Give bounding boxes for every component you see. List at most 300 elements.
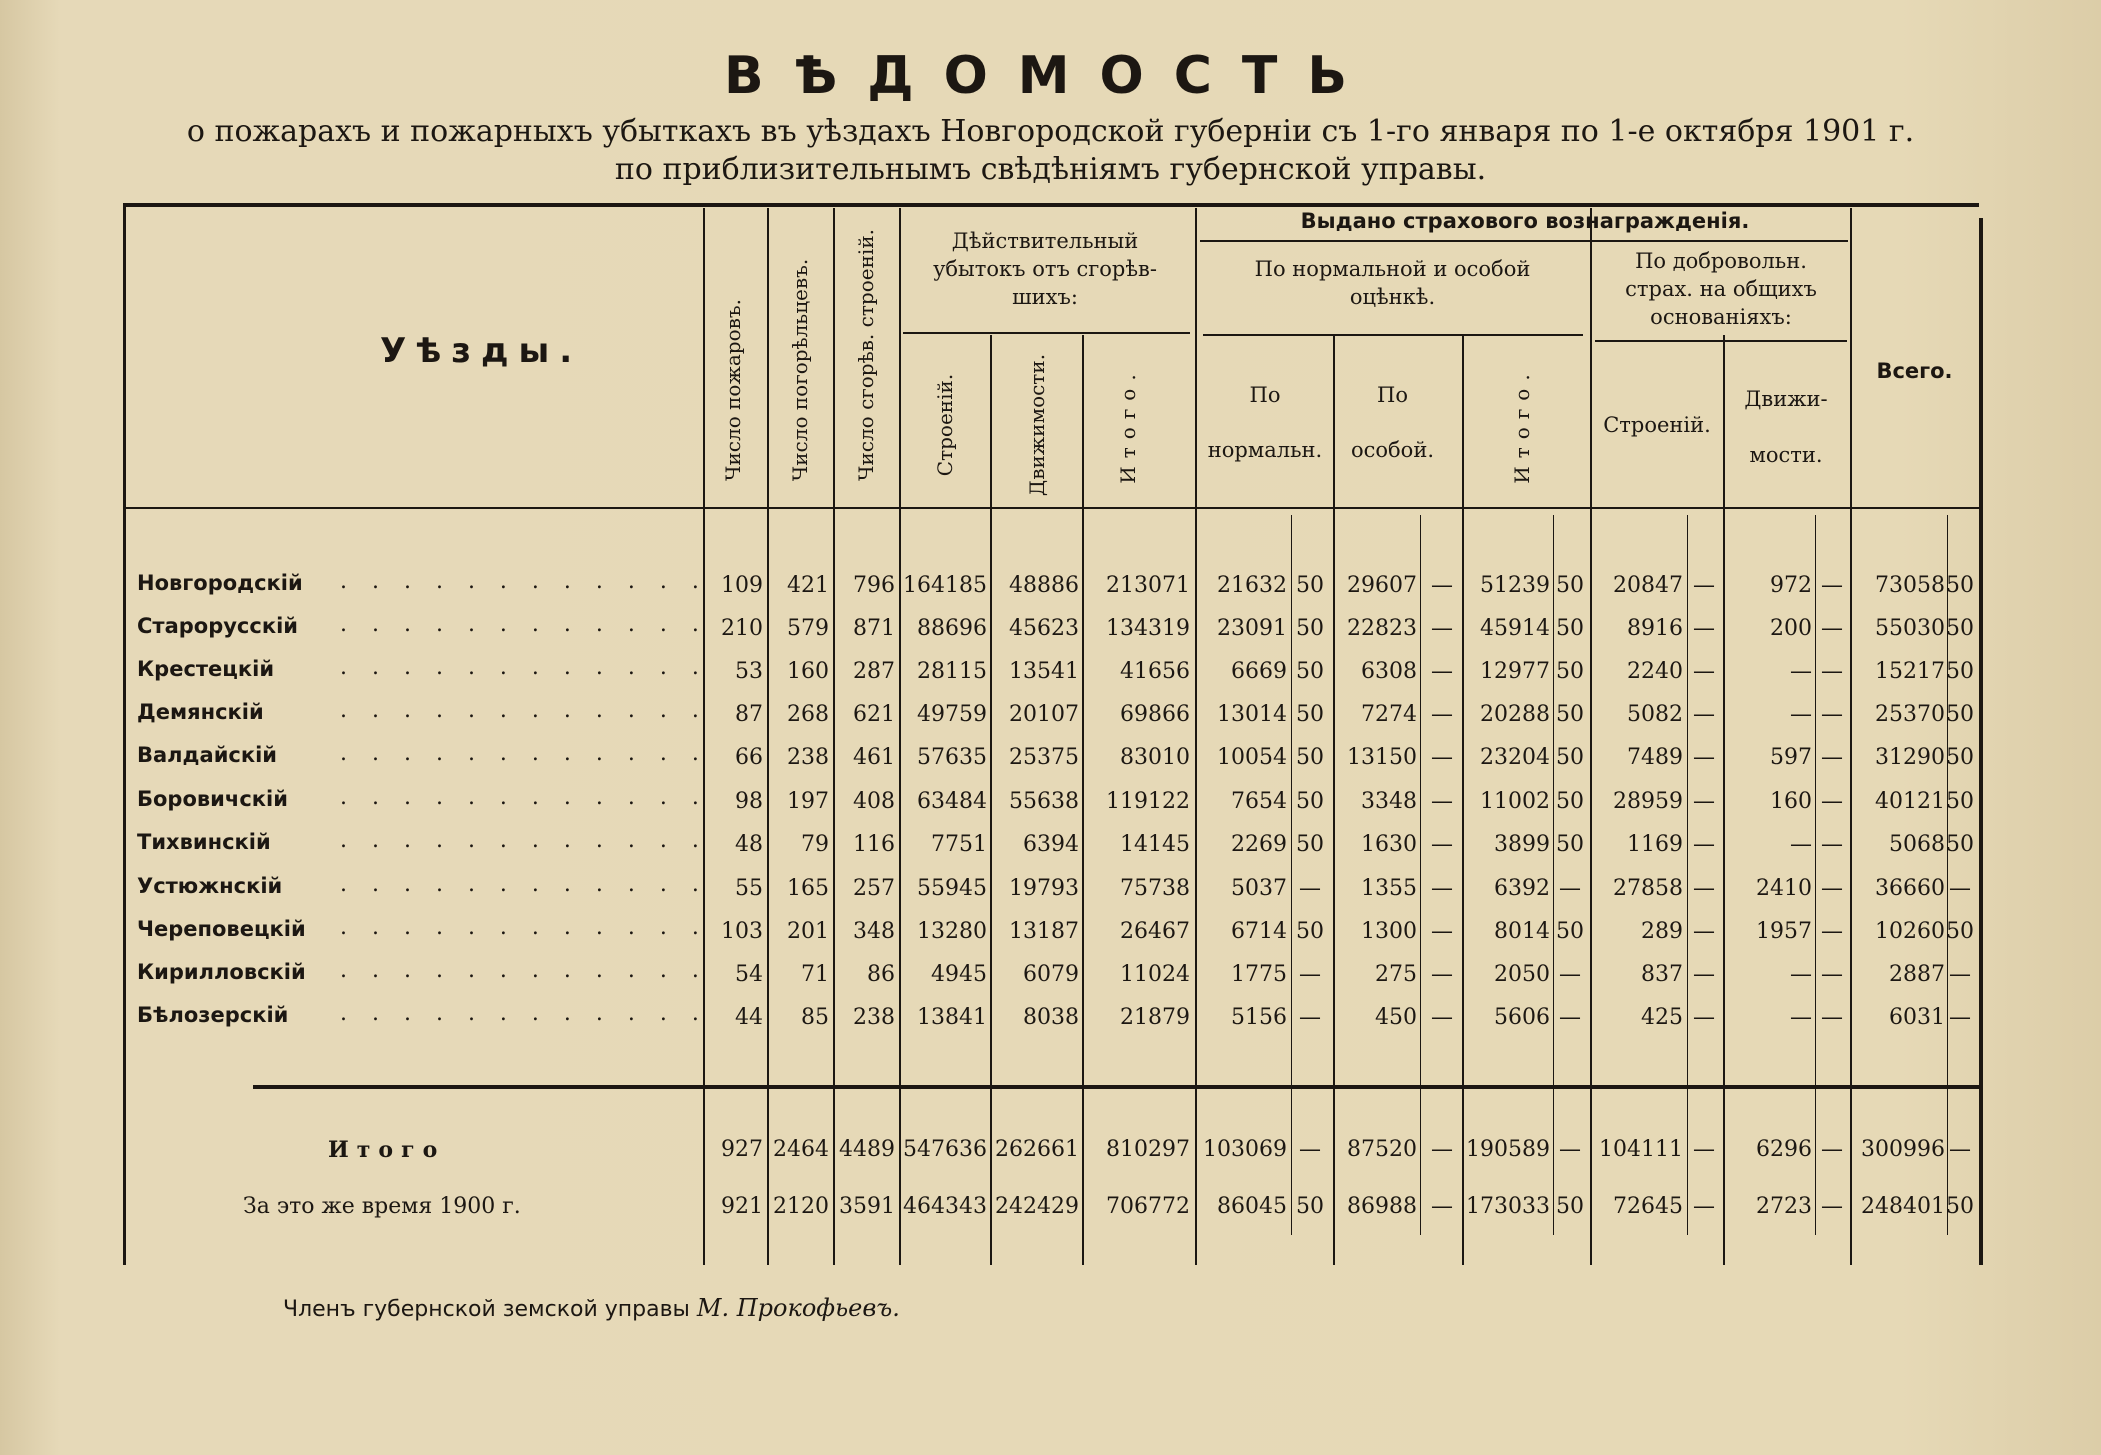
district-row-cell: 6392 [1494, 876, 1550, 901]
district-row-cell: 22823 [1347, 616, 1417, 641]
district-row-cell: — [1821, 745, 1843, 770]
district-row-cell: — [1431, 702, 1453, 727]
district-row-cell: 134319 [1106, 616, 1190, 641]
header-loss-line-1: Дѣйствительный [951, 229, 1139, 253]
district-row-cell: 50 [1296, 573, 1324, 598]
district-row-cell: 50 [1946, 573, 1974, 598]
district-row-cell: 119122 [1106, 789, 1190, 814]
district-row-cell: 14145 [1120, 832, 1190, 857]
vline-main-4 [1195, 208, 1197, 1265]
district-row-cell: — [1693, 659, 1715, 684]
district-row-cell: — [1431, 1005, 1453, 1030]
leader-dots: . . . . . . . . . . . . [340, 569, 708, 594]
comparison-row-cell: 173033 [1466, 1194, 1550, 1219]
district-row-cell: 15217 [1875, 659, 1945, 684]
total-row-cell: — [1299, 1137, 1321, 1162]
district-row-cell: 200 [1770, 616, 1812, 641]
comparison-row-cell: 2723 [1756, 1194, 1812, 1219]
district-row-cell: 5068 [1889, 832, 1945, 857]
header-vol-group-1: По добровольн. [1635, 249, 1807, 273]
total-row-cell: — [1821, 1137, 1843, 1162]
district-row-cell: 1300 [1361, 919, 1417, 944]
district-row-cell: — [1431, 962, 1453, 987]
total-row-cell: 262661 [995, 1137, 1079, 1162]
district-row-cell: 6714 [1231, 919, 1287, 944]
comparison-row-cell: 86988 [1347, 1194, 1417, 1219]
total-row-cell: 4489 [839, 1137, 895, 1162]
district-row-cell: 597 [1770, 745, 1812, 770]
district-row-cell: 5156 [1231, 1005, 1287, 1030]
district-row-cell: — [1821, 659, 1843, 684]
district-row-cell: 50 [1556, 616, 1584, 641]
header-bottom-rule [123, 507, 1979, 509]
district-row-cell: 425 [1641, 1005, 1683, 1030]
district-row-cell: — [1790, 832, 1812, 857]
district-row-cell: 1630 [1361, 832, 1417, 857]
header-norm-col-1: По [1249, 383, 1281, 407]
total-row-cell: — [1949, 1137, 1971, 1162]
district-row-cell: 50 [1556, 789, 1584, 814]
district-row-cell: 621 [853, 702, 895, 727]
header-norm-col-2: нормальн. [1207, 438, 1323, 462]
header-special-col-2: особой. [1350, 438, 1434, 462]
district-row-cell: — [1693, 832, 1715, 857]
district-row-cell: 5037 [1231, 876, 1287, 901]
vline-main-5 [1590, 208, 1592, 1265]
district-row-cell: 408 [853, 789, 895, 814]
district-row-cell: 28959 [1613, 789, 1683, 814]
district-row-cell: 10054 [1217, 745, 1287, 770]
district-row-cell: 23091 [1217, 616, 1287, 641]
district-row-cell: — [1431, 616, 1453, 641]
district-row-cell: 75738 [1120, 876, 1190, 901]
district-row-cell: 20847 [1613, 573, 1683, 598]
district-row-cell: 11002 [1480, 789, 1550, 814]
district-row-cell: — [1693, 745, 1715, 770]
loss-group-rule [903, 332, 1190, 334]
header-loss-movables: Движимости. [1025, 353, 1049, 497]
district-row-cell: 421 [787, 573, 829, 598]
district-row-cell: — [1693, 962, 1715, 987]
header-vol-group-3: основаніяхъ: [1650, 305, 1792, 329]
district-row-cell: 1775 [1231, 962, 1287, 987]
district-row-cell: 165 [787, 876, 829, 901]
district-row-cell: 116 [853, 832, 895, 857]
district-row-cell: 31290 [1875, 745, 1945, 770]
district-row-cell: 8916 [1627, 616, 1683, 641]
district-row-cell: 11024 [1120, 962, 1190, 987]
district-row-cell: 55 [735, 876, 763, 901]
district-row-cell: — [1821, 573, 1843, 598]
district-row-cell: 71 [801, 962, 829, 987]
district-row-cell: 25375 [1009, 745, 1079, 770]
header-norm-total: Итого. [1510, 366, 1534, 484]
district-row-cell: 86 [867, 962, 895, 987]
signature-name: М. Прокофьевъ. [696, 1294, 900, 1322]
leader-dots: . . . . . . . . . . . . [340, 612, 708, 637]
leader-dots: . . . . . . . . . . . . [340, 1001, 708, 1026]
district-row-cell: 7274 [1361, 702, 1417, 727]
totals-top-rule [253, 1085, 1979, 1089]
district-row-cell: 87 [735, 702, 763, 727]
district-row-cell: — [1431, 745, 1453, 770]
district-row-cell: — [1431, 832, 1453, 857]
district-row-cell: 50 [1296, 659, 1324, 684]
district-row-cell: 49759 [917, 702, 987, 727]
district-row-cell: 50 [1556, 702, 1584, 727]
district-name: Демянскій [137, 700, 264, 724]
header-paid-group: Выдано страхового вознагражденія. [1300, 209, 1750, 233]
district-row-cell: 2887 [1889, 962, 1945, 987]
district-row-cell: 287 [853, 659, 895, 684]
header-special-col-1: По [1377, 383, 1408, 407]
district-row-cell: 201 [787, 919, 829, 944]
district-row-cell: — [1299, 1005, 1321, 1030]
header-vol-movables-2: мости. [1749, 443, 1823, 467]
district-row-cell: — [1431, 919, 1453, 944]
header-loss-line-3: шихъ: [1012, 285, 1078, 309]
district-row-cell: 45623 [1009, 616, 1079, 641]
district-row-cell: 7489 [1627, 745, 1683, 770]
header-loss-total: Итого. [1116, 366, 1140, 484]
total-label: Итого [328, 1137, 446, 1163]
header-norm-group-1: По нормальной и особой [1254, 257, 1531, 281]
district-row-cell: 837 [1641, 962, 1683, 987]
district-row-cell: 50 [1556, 745, 1584, 770]
district-row-cell: 7751 [931, 832, 987, 857]
table-right-rule [1979, 218, 1983, 1265]
district-row-cell: — [1559, 962, 1581, 987]
district-row-cell: 450 [1375, 1005, 1417, 1030]
district-row-cell: 48 [735, 832, 763, 857]
district-row-cell: 2269 [1231, 832, 1287, 857]
comparison-row-cell: 50 [1946, 1194, 1974, 1219]
district-row-cell: 50 [1946, 745, 1974, 770]
total-row-cell: 927 [721, 1137, 763, 1162]
total-row-cell: 190589 [1466, 1137, 1550, 1162]
district-row-cell: — [1299, 962, 1321, 987]
district-row-cell: — [1790, 962, 1812, 987]
district-row-cell: 50 [1946, 919, 1974, 944]
district-row-cell: 1169 [1627, 832, 1683, 857]
district-row-cell: 57635 [917, 745, 987, 770]
district-row-cell: 2240 [1627, 659, 1683, 684]
header-loss-line-2: убытокъ отъ сгорѣв- [933, 257, 1157, 281]
district-row-cell: 54 [735, 962, 763, 987]
district-row-cell: 28115 [917, 659, 987, 684]
district-row-cell: 109 [721, 573, 763, 598]
total-row-cell: 103069 [1203, 1137, 1287, 1162]
header-loss-buildings: Строеній. [933, 373, 957, 477]
total-row-cell: — [1693, 1137, 1715, 1162]
district-row-cell: 6031 [1889, 1005, 1945, 1030]
district-row-cell: 50 [1296, 919, 1324, 944]
vline-main-3 [899, 208, 901, 1265]
district-row-cell: — [1821, 1005, 1843, 1030]
leader-dots: . . . . . . . . . . . . [340, 828, 708, 853]
leader-dots: . . . . . . . . . . . . [340, 872, 708, 897]
total-row-cell: 547636 [903, 1137, 987, 1162]
district-row-cell: 50 [1946, 659, 1974, 684]
district-row-cell: 53 [735, 659, 763, 684]
district-row-cell: 26467 [1120, 919, 1190, 944]
district-row-cell: 13280 [917, 919, 987, 944]
district-row-cell: 21632 [1217, 573, 1287, 598]
district-row-cell: — [1693, 789, 1715, 814]
district-row-cell: 44 [735, 1005, 763, 1030]
district-row-cell: 6079 [1023, 962, 1079, 987]
district-row-cell: 796 [853, 573, 895, 598]
district-name: Кирилловскій [137, 960, 306, 984]
district-row-cell: 83010 [1120, 745, 1190, 770]
district-row-cell: 50 [1556, 573, 1584, 598]
district-row-cell: 50 [1296, 702, 1324, 727]
district-row-cell: 50 [1296, 789, 1324, 814]
district-row-cell: 69866 [1120, 702, 1190, 727]
district-row-cell: 197 [787, 789, 829, 814]
comparison-label: За это же время 1900 г. [243, 1194, 521, 1219]
district-row-cell: — [1821, 919, 1843, 944]
district-row-cell: 50 [1556, 919, 1584, 944]
district-row-cell: 160 [1770, 789, 1812, 814]
district-name: Крестецкій [137, 657, 275, 681]
district-row-cell: 25370 [1875, 702, 1945, 727]
district-row-cell: 3348 [1361, 789, 1417, 814]
district-name: Валдайскій [137, 743, 278, 767]
district-row-cell: 6394 [1023, 832, 1079, 857]
district-row-cell: — [1431, 789, 1453, 814]
district-row-cell: 103 [721, 919, 763, 944]
district-row-cell: 1355 [1361, 876, 1417, 901]
district-row-cell: 164185 [903, 573, 987, 598]
district-row-cell: 160 [787, 659, 829, 684]
leader-dots: . . . . . . . . . . . . [340, 698, 708, 723]
norm-group-rule [1203, 334, 1583, 336]
district-row-cell: 50 [1296, 832, 1324, 857]
district-row-cell: 238 [853, 1005, 895, 1030]
district-row-cell: 257 [853, 876, 895, 901]
district-row-cell: — [1821, 702, 1843, 727]
district-row-cell: 461 [853, 745, 895, 770]
vline-main-2 [833, 208, 835, 1265]
district-row-cell: 13841 [917, 1005, 987, 1030]
header-vol-movables-1: Движи- [1744, 387, 1828, 411]
district-row-cell: 6308 [1361, 659, 1417, 684]
vline-main-0 [703, 208, 705, 1265]
table-left-rule [123, 203, 126, 1265]
district-row-cell: 2050 [1494, 962, 1550, 987]
district-row-cell: 50 [1946, 789, 1974, 814]
district-row-cell: 73058 [1875, 573, 1945, 598]
page-title: ВѢДОМОСТЬ [723, 46, 1378, 106]
district-row-cell: 51239 [1480, 573, 1550, 598]
district-name: Устюжнскій [137, 874, 283, 898]
district-row-cell: 268 [787, 702, 829, 727]
district-row-cell: 55030 [1875, 616, 1945, 641]
district-row-cell: 20288 [1480, 702, 1550, 727]
district-row-cell: — [1790, 702, 1812, 727]
vline-main-1 [767, 208, 769, 1265]
total-row-cell: — [1431, 1137, 1453, 1162]
district-row-cell: — [1821, 789, 1843, 814]
district-row-cell: 36660 [1875, 876, 1945, 901]
leader-dots: . . . . . . . . . . . . [340, 785, 708, 810]
total-row-cell: 104111 [1599, 1137, 1683, 1162]
total-row-cell: 87520 [1347, 1137, 1417, 1162]
district-row-cell: 1957 [1756, 919, 1812, 944]
district-row-cell: — [1693, 702, 1715, 727]
district-row-cell: 50 [1946, 616, 1974, 641]
vol-group-rule [1595, 340, 1847, 342]
comparison-row-cell: 50 [1296, 1194, 1324, 1219]
district-row-cell: 13150 [1347, 745, 1417, 770]
district-row-cell: 98 [735, 789, 763, 814]
district-row-cell: 5606 [1494, 1005, 1550, 1030]
district-row-cell: 88696 [917, 616, 987, 641]
district-row-cell: 45914 [1480, 616, 1550, 641]
district-row-cell: 579 [787, 616, 829, 641]
district-row-cell: 10260 [1875, 919, 1945, 944]
district-row-cell: — [1431, 573, 1453, 598]
subtitle-line-2: по приблизительнымъ свѣдѣніямъ губернской управы. [614, 152, 1487, 187]
district-row-cell: — [1431, 876, 1453, 901]
district-row-cell: — [1559, 1005, 1581, 1030]
district-name: Боровичскій [137, 787, 288, 811]
district-row-cell: — [1693, 919, 1715, 944]
district-row-cell: 6669 [1231, 659, 1287, 684]
comparison-row-cell: 706772 [1106, 1194, 1190, 1219]
district-row-cell: 79 [801, 832, 829, 857]
district-name: Тихвинскій [137, 830, 271, 854]
district-row-cell: — [1949, 1005, 1971, 1030]
paid-group-rule [1200, 240, 1848, 242]
table-top-rule [123, 203, 1979, 207]
district-row-cell: — [1790, 659, 1812, 684]
district-row-cell: 41656 [1120, 659, 1190, 684]
district-row-cell: 66 [735, 745, 763, 770]
district-row-cell: — [1821, 876, 1843, 901]
district-row-cell: 348 [853, 919, 895, 944]
district-row-cell: 7654 [1231, 789, 1287, 814]
district-row-cell: 13187 [1009, 919, 1079, 944]
district-row-cell: — [1693, 1005, 1715, 1030]
district-row-cell: — [1299, 876, 1321, 901]
district-row-cell: 871 [853, 616, 895, 641]
leader-dots: . . . . . . . . . . . . [340, 915, 708, 940]
district-row-cell: 210 [721, 616, 763, 641]
district-row-cell: — [1790, 1005, 1812, 1030]
district-row-cell: 20107 [1009, 702, 1079, 727]
district-row-cell: 5082 [1627, 702, 1683, 727]
district-row-cell: 85 [801, 1005, 829, 1030]
header-vol-group-2: страх. на общихъ [1625, 277, 1817, 301]
district-row-cell: 2410 [1756, 876, 1812, 901]
total-row-cell: 810297 [1106, 1137, 1190, 1162]
comparison-row-cell: 3591 [839, 1194, 895, 1219]
district-row-cell: 12977 [1480, 659, 1550, 684]
district-row-cell: — [1949, 962, 1971, 987]
district-row-cell: 289 [1641, 919, 1683, 944]
leader-dots: . . . . . . . . . . . . [340, 958, 708, 983]
header-grand-total: Всего. [1876, 359, 1953, 383]
district-row-cell: 50 [1556, 659, 1584, 684]
district-row-cell: 972 [1770, 573, 1812, 598]
district-row-cell: 275 [1375, 962, 1417, 987]
comparison-row-cell: — [1693, 1194, 1715, 1219]
header-vol-buildings: Строеній. [1603, 413, 1711, 437]
district-row-cell: 21879 [1120, 1005, 1190, 1030]
district-row-cell: 8014 [1494, 919, 1550, 944]
district-row-cell: — [1949, 876, 1971, 901]
district-row-cell: 27858 [1613, 876, 1683, 901]
district-row-cell: 50 [1296, 745, 1324, 770]
district-row-cell: 19793 [1009, 876, 1079, 901]
district-row-cell: 48886 [1009, 573, 1079, 598]
total-row-cell: 6296 [1756, 1137, 1812, 1162]
comparison-row-cell: 464343 [903, 1194, 987, 1219]
district-name: Новгородскій [137, 571, 303, 595]
header-norm-group-2: оцѣнкѣ. [1349, 285, 1436, 309]
district-row-cell: 55638 [1009, 789, 1079, 814]
signature-prefix: Членъ губернской земской управы [283, 1297, 690, 1322]
header-fires: Число пожаровъ. [721, 299, 745, 481]
district-row-cell: 13014 [1217, 702, 1287, 727]
district-row-cell: — [1821, 962, 1843, 987]
header-buildings: Число сгорѣв. строеній. [854, 228, 878, 482]
total-row-cell: — [1559, 1137, 1581, 1162]
comparison-row-cell: — [1431, 1194, 1453, 1219]
district-row-cell: 23204 [1480, 745, 1550, 770]
district-name: Череповецкій [137, 917, 306, 941]
district-row-cell: 8038 [1023, 1005, 1079, 1030]
comparison-row-cell: 921 [721, 1194, 763, 1219]
district-row-cell: — [1693, 876, 1715, 901]
district-row-cell: 55945 [917, 876, 987, 901]
district-name: Старорусскій [137, 614, 298, 638]
header-district: Уѣзды. [380, 331, 583, 371]
district-row-cell: — [1821, 616, 1843, 641]
total-row-cell: 300996 [1861, 1137, 1945, 1162]
district-row-cell: — [1821, 832, 1843, 857]
district-row-cell: 50 [1556, 832, 1584, 857]
district-row-cell: 29607 [1347, 573, 1417, 598]
comparison-row-cell: — [1821, 1194, 1843, 1219]
comparison-row-cell: 72645 [1613, 1194, 1683, 1219]
comparison-row-cell: 86045 [1217, 1194, 1287, 1219]
district-row-cell: 63484 [917, 789, 987, 814]
comparison-row-cell: 248401 [1861, 1194, 1945, 1219]
leader-dots: . . . . . . . . . . . . [340, 741, 708, 766]
district-row-cell: — [1431, 659, 1453, 684]
header-victims: Число погорѣльцевъ. [788, 258, 812, 482]
subtitle-line-1: о пожарахъ и пожарныхъ убыткахъ въ уѣздахъ Новгородской губерніи съ 1-го января по 1-е октября 1901 г. [186, 114, 1915, 149]
district-row-cell: 40121 [1875, 789, 1945, 814]
district-row-cell: — [1559, 876, 1581, 901]
district-row-cell: 4945 [931, 962, 987, 987]
district-row-cell: 13541 [1009, 659, 1079, 684]
district-row-cell: 213071 [1106, 573, 1190, 598]
leader-dots: . . . . . . . . . . . . [340, 655, 708, 680]
vline-kop-1 [1420, 515, 1421, 1235]
comparison-row-cell: 2120 [773, 1194, 829, 1219]
district-row-cell: 50 [1296, 616, 1324, 641]
district-name: Бѣлозерскій [137, 1003, 289, 1027]
signature-line [283, 1294, 900, 1322]
district-row-cell: 3899 [1494, 832, 1550, 857]
district-row-cell: — [1693, 573, 1715, 598]
comparison-row-cell: 242429 [995, 1194, 1079, 1219]
district-row-cell: 50 [1946, 702, 1974, 727]
